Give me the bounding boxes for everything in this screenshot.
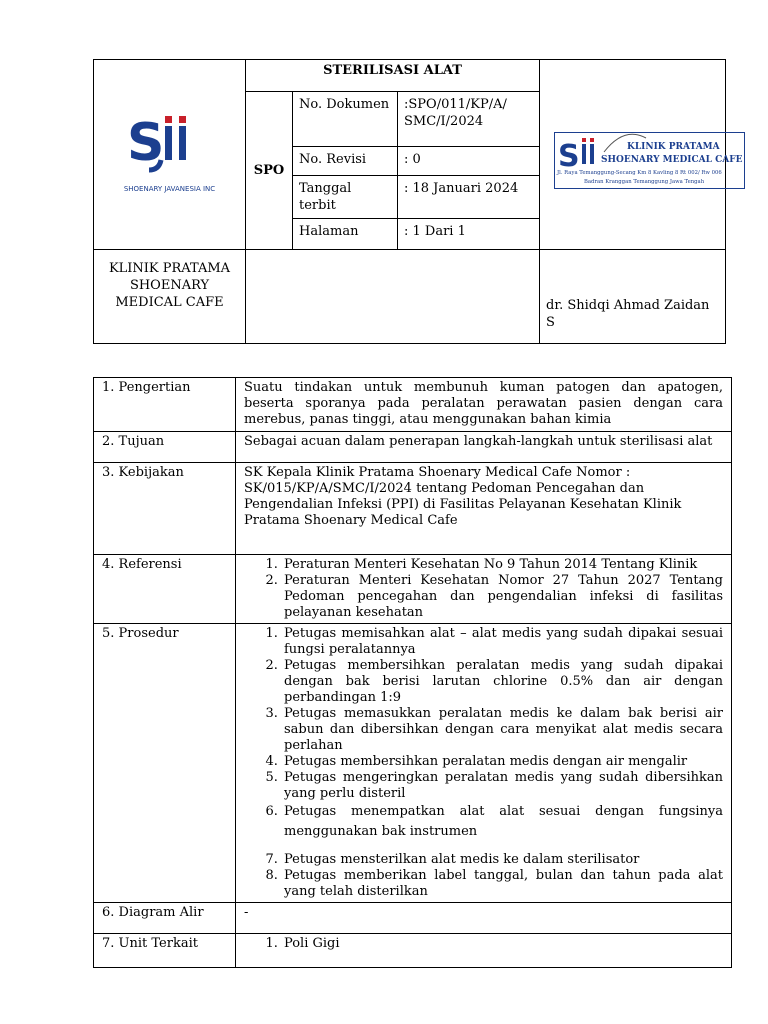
section-label-diagram: 6. Diagram Alir (94, 903, 236, 934)
section-label-pengertian: 1. Pengertian (94, 378, 236, 432)
meta-value-revision: : 0 (398, 147, 540, 176)
spo-label: SPO (246, 92, 293, 250)
section-label-prosedur: 5. Prosedur (94, 624, 236, 903)
company-logo-cell (94, 60, 246, 250)
svg-text:S: S (558, 139, 580, 174)
header-table (93, 59, 743, 344)
list-item: 8. Petugas memberikan label tanggal, bulan dan tahun pada alat yang telah disterilkan (282, 868, 723, 900)
sji-logo (115, 112, 225, 198)
meta-value-document-number: :SPO/011/KP/A/ SMC/I/2024 (398, 92, 540, 147)
section-list-prosedur (236, 624, 732, 903)
clinic-name: KLINIK PRATAMA SHOENARY MEDICAL CAFE (94, 250, 246, 344)
section-text-kebijakan: SK Kepala Klinik Pratama Shoenary Medical Cafe Nomor : SK/015/KP/A/SMC/I/2024 tentang Pedoman Pencegahan dan Pengendalian Infeksi (PPI) di Fasilitas Pelayanan Kesehatan Klinik Pratama Shoenary Medical Cafe (236, 463, 732, 555)
list-item: 1. Poli Gigi (282, 936, 723, 952)
list-item: 5. Petugas mengeringkan peralatan medis yang sudah dibersihkan yang perlu disteril (282, 770, 723, 802)
section-label-tujuan: 2. Tujuan (94, 432, 236, 463)
stamp-line2: SHOENARY MEDICAL CAFE (601, 155, 743, 165)
meta-value-page: : 1 Dari 1 (398, 219, 540, 250)
list-item: 3. Petugas memasukkan peralatan medis ke dalam bak berisi air sabun dan dibersihkan dengan cara menyikat alat medis secara perlahan (282, 706, 723, 754)
meta-label-page: Halaman (293, 219, 398, 250)
list-item: 1. Peraturan Menteri Kesehatan No 9 Tahun 2014 Tentang Klinik (282, 557, 723, 573)
meta-label-document-number: No. Dokumen (293, 92, 398, 147)
approval-cell (540, 60, 743, 250)
document-title: STERILISASI ALAT (246, 60, 540, 92)
empty-signature-area (246, 250, 540, 344)
section-text-tujuan: Sebagai acuan dalam penerapan langkah-langkah untuk sterilisasi alat (236, 432, 732, 463)
meta-value-issue-date: : 18 Januari 2024 (398, 176, 540, 219)
section-label-referensi: 4. Referensi (94, 555, 236, 624)
procedure-table (93, 377, 732, 968)
meta-label-revision: No. Revisi (293, 147, 398, 176)
list-item: 7. Petugas mensterilkan alat medis ke dalam sterilisator (282, 852, 723, 868)
list-item: 4. Petugas membersihkan peralatan medis dengan air mengalir (282, 754, 723, 770)
meta-label-issue-date: Tanggal terbit (293, 176, 398, 219)
stamp-address2: Badran Kranggan Temanggung Jawa Tengah (584, 179, 705, 185)
section-text-diagram: - (236, 903, 732, 934)
list-item: 6. Petugas menempatkan alat alat sesuai dengan fungsinya menggunakan bak instrumen (282, 802, 723, 842)
section-list-referensi (236, 555, 732, 624)
clinic-stamp (554, 132, 746, 197)
signatory-name: dr. Shidqi Ahmad Zaidan S (540, 250, 726, 344)
section-list-unit (236, 934, 732, 968)
logo-caption: SHOENARY JAVANESIA INC (123, 184, 216, 193)
list-item: 2. Peraturan Menteri Kesehatan Nomor 27 Tahun 2027 Tentang Pedoman pencegahan dan pengendalian infeksi di fasilitas pelayanan kesehatan (282, 573, 723, 621)
stamp-address1: Jl. Raya Temanggung-Secang Km 8 Kavling 8 Rt 002/ Rw 006 (557, 170, 722, 176)
list-item: 2. Petugas membersihkan peralatan medis yang sudah dipakai dengan bak berisi larutan chlorine 0.5% dan air dengan perbandingan 1:9 (282, 658, 723, 706)
list-item: 1. Petugas memisahkan alat – alat medis yang sudah dipakai sesuai fungsi peralatannya (282, 626, 723, 658)
section-text-pengertian: Suatu tindakan untuk membunuh kuman patogen dan apatogen, beserta sporanya pada peralatan perawatan pasien dengan cara merebus, panas tinggi, atau menggunakan bahan kimia (236, 378, 732, 432)
section-label-unit: 7. Unit Terkait (94, 934, 236, 968)
svg-text:S: S (126, 112, 164, 173)
stamp-line1: KLINIK PRATAMA (627, 142, 720, 152)
section-label-kebijakan: 3. Kebijakan (94, 463, 236, 555)
